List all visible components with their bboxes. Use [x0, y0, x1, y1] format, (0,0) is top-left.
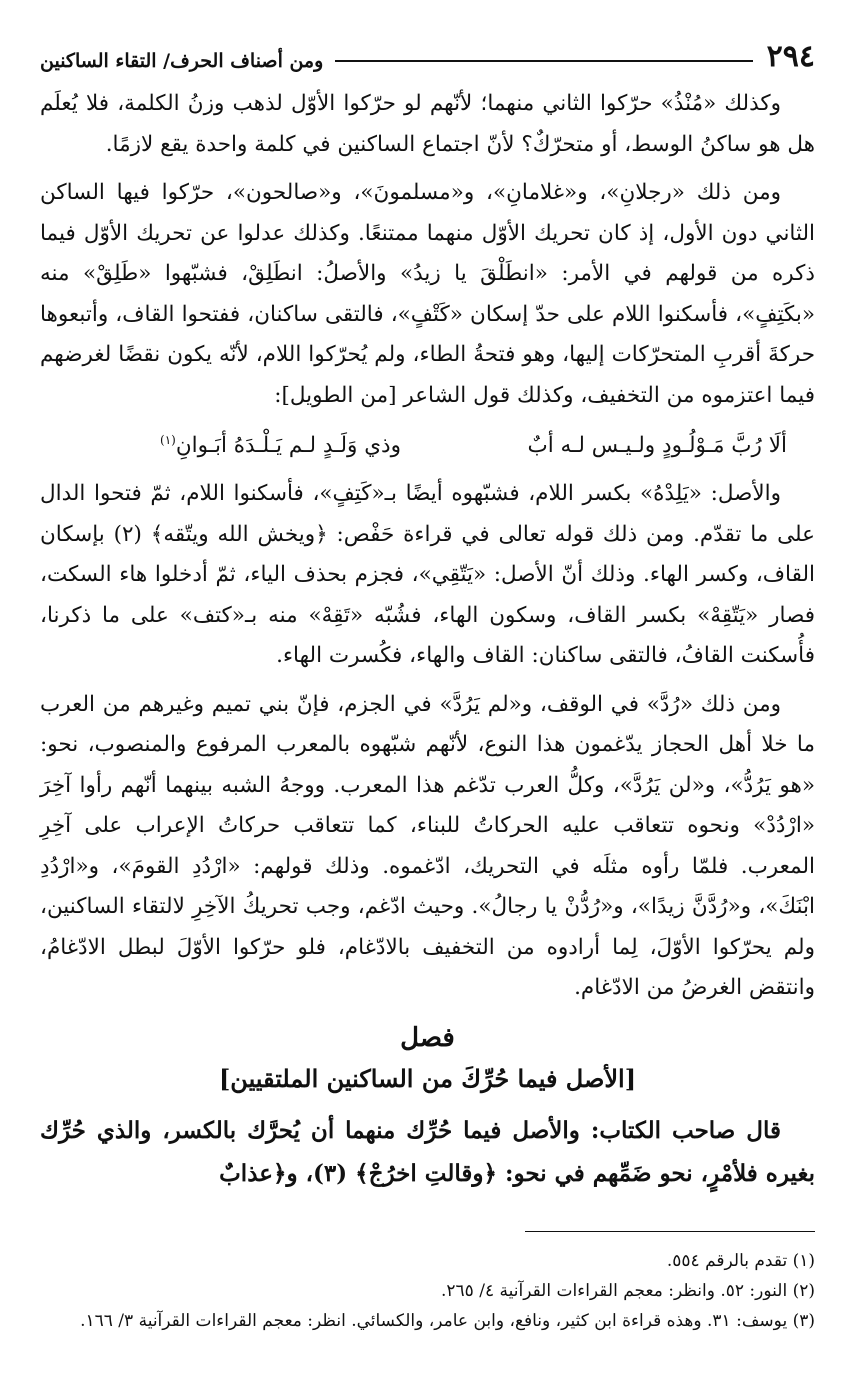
verse-hemistich-right: ألَا رُبَّ مَـوْلُـودٍ ولـيـس لـه أبٌ [527, 433, 787, 458]
quote-paragraph: قال صاحب الكتاب: والأصل فيما حُرِّك منهما أن يُحرَّك بالكسر، والذي حُرِّك بغيره فلأمْرٍ، نحو ضَمِّهم في نحو: ﴿وقالتِ اخرُجْ﴾ (٣)، و﴿عذابٌ [40, 1116, 815, 1187]
paragraph: ومن ذلك «رجلانِ»، و«غلامانِ»، و«مسلمونَ»، و«صالحون»، حرّكوا فيها الساكن الثاني دون الأول، إذ كان تحريك الأوّل منهما ممتنعًا. وكذلك عدلوا عن تحريك الأوّل فيما ذكره من قولهم في الأمر: «انطَلْقَ يا زيدُ» والأصلُ: انطَلِقْ، فشبّهوا «طَلِقْ» منه «بكَتِفٍ»، فأسكنوا اللام على حدّ إسكان «كَتْفٍ»، فالتقى ساكنان، ففتحوا القاف، وأتبعوها حركةَ أقربِ المتحرّكات إليها، وهو فتحةُ الطاء، ولم يُحرّكوا اللام، لأنّه يكون نقضًا لغرضهم فيما اعتزموه من التخفيف، وكذلك قول الشاعر [من الطويل]: [40, 180, 815, 408]
footnote-ref: (١) [160, 432, 176, 447]
running-title: ومن أصناف الحرف/ التقاء الساكنين [40, 50, 324, 72]
poetry-verse [40, 424, 815, 468]
page-header [40, 34, 815, 72]
section-title: فصل [400, 1022, 455, 1053]
section-subtitle: [الأصل فيما حُرِّكَ من الساكنين الملتقيين] [218, 1063, 637, 1093]
paragraph: وكذلك «مُنْذُ» حرّكوا الثاني منهما؛ لأنّهم لو حرّكوا الأوّل لذهب وزنُ الكلمة، فلا يُعلَم هل هو ساكنُ الوسط، أو متحرّكٌ؟ لأنّ اجتماع الساكنين في كلمة واحدة يقع لازمًا. [40, 91, 815, 157]
header-rule [335, 60, 752, 62]
footnote: (٣) يوسف: ٣١. وهذه قراءة ابن كثير، ونافع، وابن عامر، والكسائي. انظر: معجم القراءات القرآنية ٣/ ١٦٦. [80, 1310, 815, 1331]
footnote: (٢) النور: ٥٢. وانظر: معجم القراءات القرآنية ٤/ ٢٦٥. [441, 1280, 815, 1301]
footnotes [40, 1246, 815, 1336]
body-text [40, 84, 815, 1009]
quoted-text [40, 1109, 815, 1195]
paragraph: ومن ذلك «رُدَّ» في الوقف، و«لم يَرُدَّ» في الجزم، فإنّ بني تميم وغيرهم من العرب ما خلا أهل الحجاز يدّغمون هذا النوع، لأنّهم شبّهوه بالمعرب المرفوع والمنصوب، نحو: «هو يَرُدُّ»، و«لن يَرُدَّ»، وكلُّ العرب تدّغم هذا المعرب. ووجهُ الشبه بينهما أنّهم رأوا آخِرَ «ارْدُدْ» ونحوه تتعاقب عليه الحركاتُ للبناء، كما تتعاقب حركاتُ الإعراب على آخِرِ المعرب. فلمّا رأوه مثلَه في التحريك، ادّغموه. وذلك قولهم: «ارْدُدِ القومَ»، و«ارْدُدِ ابْنَكَ»، و«رُدَّنَّ زيدًا»، و«رُدُّنْ يا رجالُ». وحيث ادّغم، وجب تحريكُ الآخِرِ لالتقاء الساكنين، ولم يحرّكوا الأوّلَ، لِما أرادوه من التخفيف بالادّغام، فلو حرّكوا الأوّلَ لبطل الادّغامُ، وانتقض الغرضُ من الادّغام. [40, 691, 815, 1000]
footnote: (١) تقدم بالرقم ٥٥٤. [666, 1250, 815, 1271]
paragraph: والأصل: «يَلِدْهُ» بكسر اللام، فشبّهوه أيضًا بـ«كَتِفٍ»، فأسكنوا اللام، ثمّ فتحوا الدال على ما تقدّم. ومن ذلك قوله تعالى في قراءة حَفْص: ﴿ويخش الله ويتّقه﴾ (٢) بإسكان القاف، وكسر الهاء. وذلك أنّ الأصل: «يَتّقِي»، فجزم بحذف الياء، ثمّ أدخلوا هاء السكت، فصار «يَتّقِهْ» بكسر القاف، وسكون الهاء، فشُبّه «تَقِهْ» منه بـ«كتف» على ما ذكرنا، فأُسكنت القافُ، فالتقى ساكنان: القاف والهاء، فكُسرت الهاء. [40, 481, 815, 668]
page-number: ٢٩٤ [766, 39, 815, 74]
verse-hemistich-left: وذي وَلَـدٍ لـم يَـلْـدَهُ أبَـوانِ$^{(١)}$ [160, 432, 402, 458]
footnote-rule [525, 1231, 815, 1232]
